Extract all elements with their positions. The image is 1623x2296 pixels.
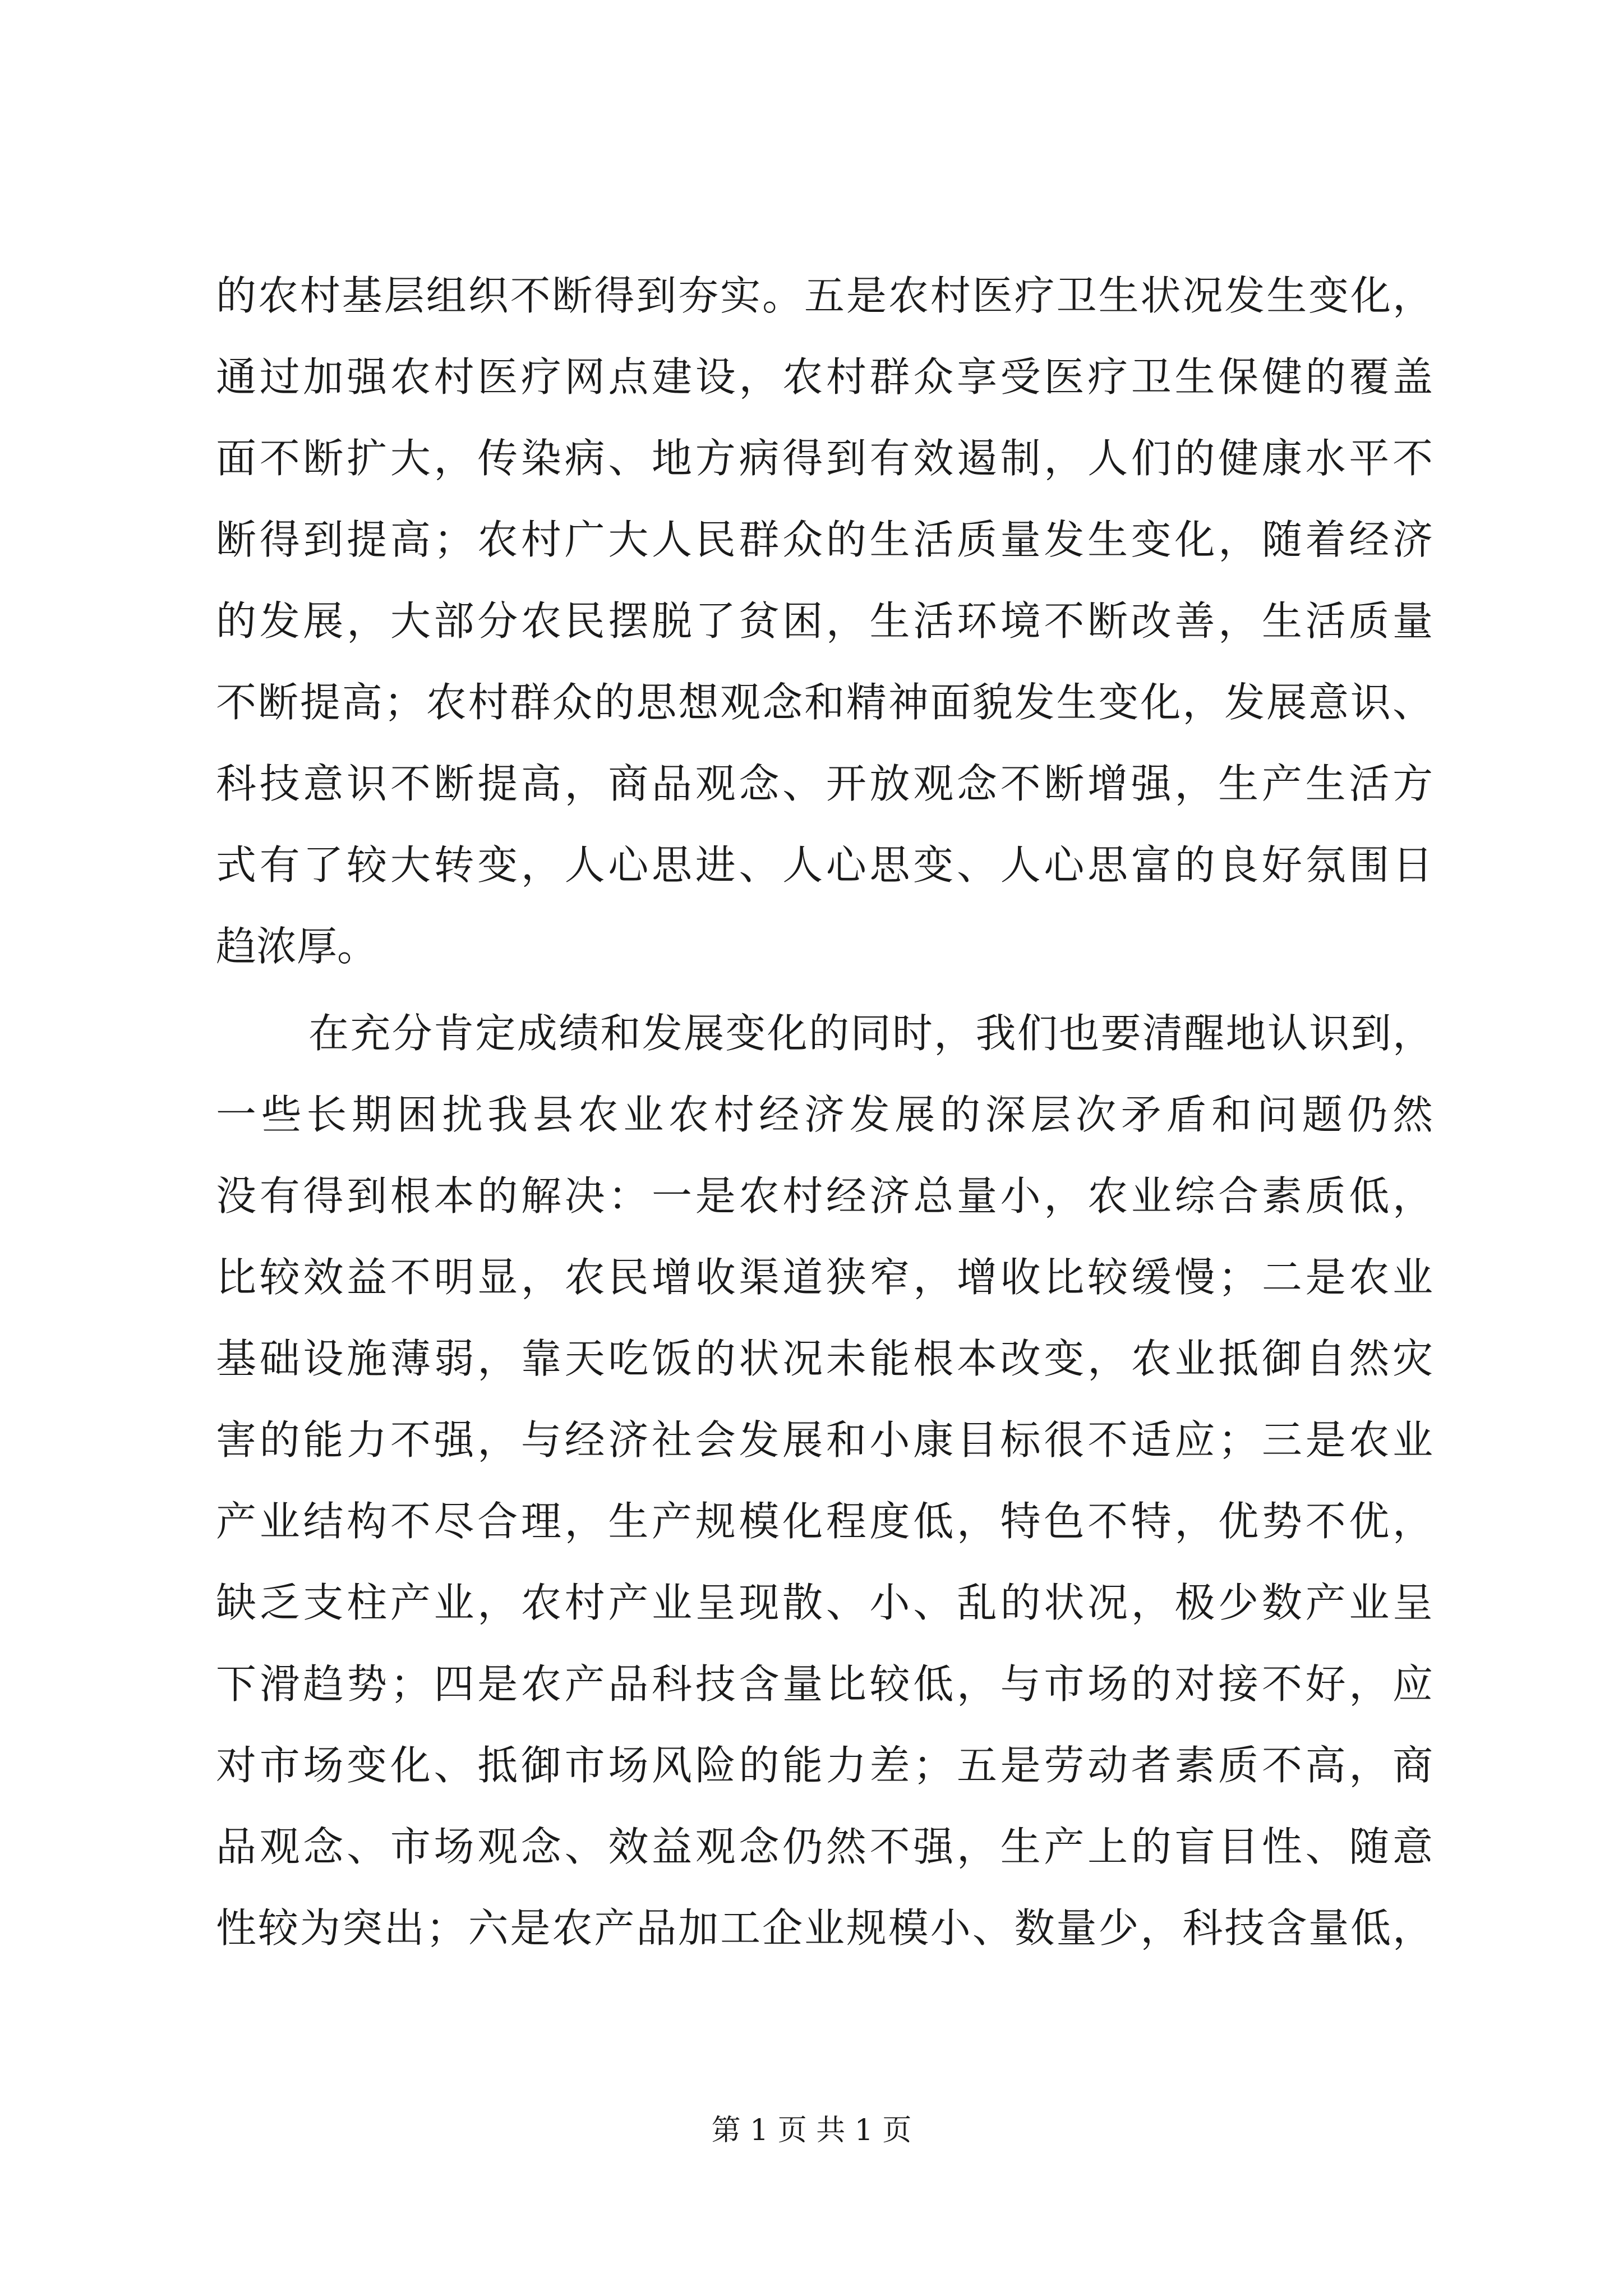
text-line: 科技意识不断提高，商品观念、开放观念不断增强，生产生活方 xyxy=(216,760,1433,807)
text-line: 没有得到根本的解决：一是农村经济总量小，农业综合素质低， xyxy=(216,1172,1433,1220)
text-line: 一些长期困扰我县农业农村经济发展的深层次矛盾和问题仍然 xyxy=(216,1091,1433,1138)
text-line: 面不断扩大，传染病、地方病得到有效遏制，人们的健康水平不 xyxy=(216,435,1433,482)
text-line: 基础设施薄弱，靠天吃饭的状况未能根本改变，农业抵御自然灾 xyxy=(216,1335,1433,1382)
text-line: 断得到提高；农村广大人民群众的生活质量发生变化，随着经济 xyxy=(216,516,1433,563)
text-line: 式有了较大转变，人心思进、人心思变、人心思富的良好氛围日 xyxy=(216,841,1433,889)
text-line: 的农村基层组织不断得到夯实。五是农村医疗卫生状况发生变化， xyxy=(216,272,1433,319)
text-line: 害的能力不强，与经济社会发展和小康目标很不适应；三是农业 xyxy=(216,1416,1433,1464)
text-line: 通过加强农村医疗网点建设，农村群众享受医疗卫生保健的覆盖 xyxy=(216,353,1433,401)
text-line: 比较效益不明显，农民增收渠道狭窄，增收比较缓慢；二是农业 xyxy=(216,1254,1433,1301)
text-line: 在充分肯定成绩和发展变化的同时，我们也要清醒地认识到， xyxy=(308,1010,1433,1057)
text-line: 产业结构不尽合理，生产规模化程度低，特色不特，优势不优， xyxy=(216,1498,1433,1545)
text-line: 性较为突出；六是农产品加工企业规模小、数量少，科技含量低， xyxy=(216,1904,1433,1952)
text-line: 趋浓厚。 xyxy=(216,923,378,970)
paragraph-1 xyxy=(216,255,1433,987)
text-line: 缺乏支柱产业，农村产业呈现散、小、乱的状况，极少数产业呈 xyxy=(216,1579,1433,1626)
text-line: 下滑趋势；四是农产品科技含量比较低，与市场的对接不好，应 xyxy=(216,1660,1433,1708)
page-number-footer: 第 1 页 共 1 页 xyxy=(711,2114,912,2147)
text-line: 的发展，大部分农民摆脱了贫困，生活环境不断改善，生活质量 xyxy=(216,597,1433,645)
text-line: 不断提高；农村群众的思想观念和精神面貌发生变化，发展意识、 xyxy=(216,679,1433,726)
text-line: 对市场变化、抵御市场风险的能力差；五是劳动者素质不高，商 xyxy=(216,1742,1433,1789)
text-line: 品观念、市场观念、效益观念仍然不强，生产上的盲目性、随意 xyxy=(216,1823,1433,1870)
paragraph-2 xyxy=(216,993,1433,1969)
body-text xyxy=(216,255,1433,1969)
